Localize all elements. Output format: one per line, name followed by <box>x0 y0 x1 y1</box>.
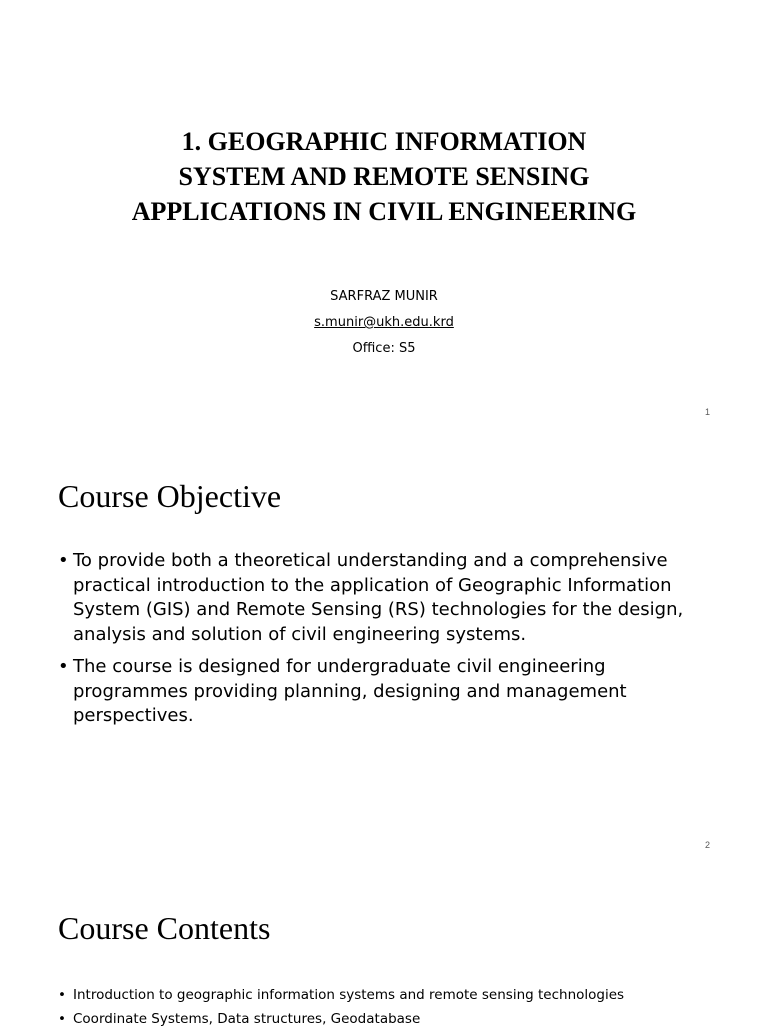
slide-course-contents <box>0 864 768 1027</box>
bullet-text: The course is designed for undergraduate civil engineering programmes providing planning, designing and management perspectives. <box>73 656 627 726</box>
title-line-2: SYSTEM AND REMOTE SENSING <box>178 162 590 191</box>
author-info <box>0 284 768 362</box>
page-number: 1 <box>704 407 710 417</box>
bullet-icon: • <box>58 656 69 677</box>
page-number: 2 <box>704 840 710 850</box>
title-line-1: 1. GEOGRAPHIC INFORMATION <box>181 127 587 156</box>
bullet-item <box>58 655 708 729</box>
author-email-link[interactable]: s.munir@ukh.edu.krd <box>314 315 454 330</box>
bullet-item <box>58 983 708 1007</box>
bullet-icon: • <box>58 987 66 1003</box>
bullet-list <box>58 549 708 737</box>
author-name: SARFRAZ MUNIR <box>330 289 438 304</box>
bullet-item <box>58 1007 708 1031</box>
bullet-icon: • <box>58 1011 66 1027</box>
bullet-icon: • <box>58 550 69 571</box>
bullet-text: Coordinate Systems, Data structures, Geodatabase <box>73 1011 421 1027</box>
bullet-item <box>58 549 708 647</box>
title-line-3: APPLICATIONS IN CIVIL ENGINEERING <box>131 197 637 226</box>
slide-title <box>0 0 768 432</box>
slide-heading: Course Contents <box>58 910 271 946</box>
bullet-text: To provide both a theoretical understanding and a comprehensive practical introduction to the application of Geographic Information System (GIS) and Remote Sensing (RS) technologies for the design, analysis and solution of civil engineering systems. <box>73 550 684 645</box>
slide-course-objective <box>0 432 768 864</box>
author-office: Office: S5 <box>352 341 416 356</box>
document-title <box>60 124 708 229</box>
slide-heading: Course Objective <box>58 478 282 514</box>
bullet-text: Introduction to geographic information systems and remote sensing technologies <box>73 987 625 1003</box>
